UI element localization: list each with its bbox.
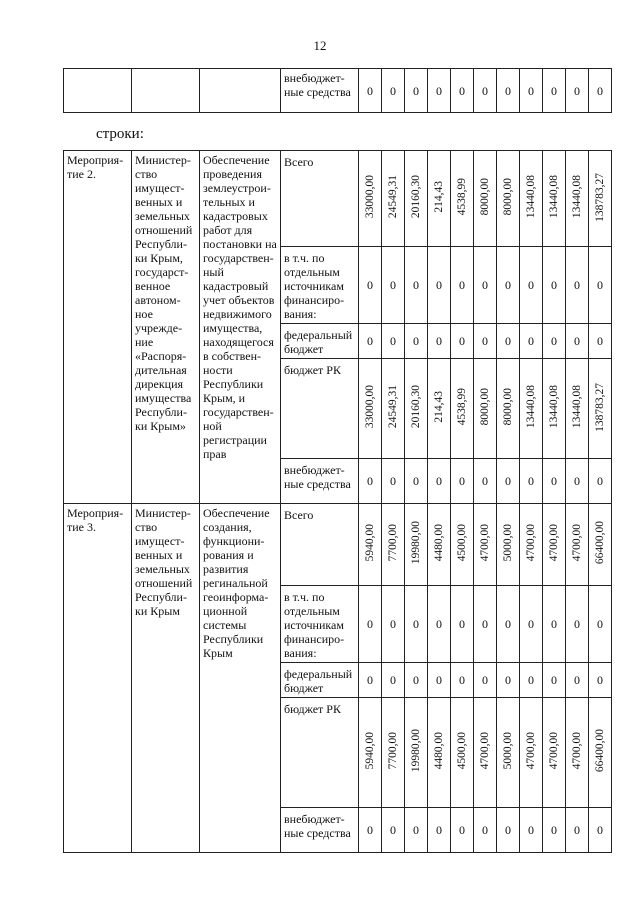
value-cell [543, 359, 566, 459]
value-text: 7700,00 [387, 524, 399, 562]
value-cell [405, 504, 428, 586]
value-cell [359, 151, 382, 247]
value-text: 0 [413, 673, 419, 687]
funding-source: бюджет РК [281, 359, 359, 459]
value-cell [497, 698, 520, 808]
value-text: 4700,00 [525, 732, 537, 770]
value-text: 20160,30 [410, 385, 422, 429]
value-text: 0 [551, 474, 557, 488]
value-cell [520, 459, 543, 504]
value-text: 0 [551, 617, 557, 631]
value-cell [405, 324, 428, 359]
funding-source: Всего [281, 151, 359, 247]
value-text: 0 [482, 334, 488, 348]
value-text: 0 [459, 334, 465, 348]
value-text: 0 [367, 823, 373, 837]
value-text: 0 [505, 334, 511, 348]
value-text: 0 [505, 673, 511, 687]
value-cell [543, 663, 566, 698]
value-text: 0 [367, 617, 373, 631]
value-text: 0 [436, 823, 442, 837]
value-cell [497, 663, 520, 698]
value-cell: 0 [543, 69, 566, 113]
value-text: 13440,08 [548, 175, 560, 219]
value-text: 0 [482, 823, 488, 837]
value-text: 0 [390, 617, 396, 631]
value-text: 24549,31 [387, 175, 399, 219]
value-text: 13440,08 [571, 385, 583, 429]
value-text: 4480,00 [433, 524, 445, 562]
value-cell [428, 698, 451, 808]
value-cell [520, 808, 543, 853]
value-cell [589, 247, 612, 324]
value-cell [520, 324, 543, 359]
value-cell [405, 586, 428, 663]
value-cell [382, 663, 405, 698]
value-cell [382, 151, 405, 247]
value-text: 0 [390, 278, 396, 292]
value-cell [359, 663, 382, 698]
value-text: 19980,00 [410, 729, 422, 773]
value-text: 0 [551, 673, 557, 687]
event-executor: Министер-ство имущест-венных и земельных отношений Республи-ки Крым, государст-венное автоном-ное учрежде-ние «Распоря-дительная дирекция имущества Республи-ки Крым» [132, 151, 200, 504]
value-text: 0 [367, 474, 373, 488]
value-text: 0 [390, 474, 396, 488]
value-text: 33000,00 [364, 175, 376, 219]
value-cell [359, 504, 382, 586]
value-text: 0 [436, 673, 442, 687]
value-cell: 0 [359, 69, 382, 113]
value-text: 0 [413, 278, 419, 292]
value-cell [497, 324, 520, 359]
funding-source: федеральный бюджет [281, 324, 359, 359]
event-label: Мероприя-тие 3. [64, 504, 132, 853]
value-text: 13440,08 [525, 175, 537, 219]
value-cell [589, 151, 612, 247]
value-text: 24549,31 [387, 385, 399, 429]
value-cell [405, 698, 428, 808]
value-text: 13440,08 [548, 385, 560, 429]
empty-cell [200, 69, 281, 113]
value-text: 0 [436, 278, 442, 292]
value-cell [497, 504, 520, 586]
value-cell [520, 151, 543, 247]
value-text: 0 [413, 334, 419, 348]
value-cell [405, 359, 428, 459]
value-cell [428, 504, 451, 586]
value-text: 5940,00 [364, 524, 376, 562]
value-cell [566, 359, 589, 459]
value-text: 33000,00 [364, 385, 376, 429]
value-cell [451, 359, 474, 459]
value-text: 0 [528, 278, 534, 292]
value-cell [382, 459, 405, 504]
value-text: 0 [574, 278, 580, 292]
value-text: 5000,00 [502, 732, 514, 770]
value-text: 5000,00 [502, 524, 514, 562]
value-cell [359, 586, 382, 663]
value-text: 0 [528, 474, 534, 488]
value-text: 0 [459, 823, 465, 837]
value-cell [474, 586, 497, 663]
value-cell [589, 324, 612, 359]
value-cell [543, 151, 566, 247]
value-cell [474, 324, 497, 359]
value-cell [382, 808, 405, 853]
value-cell: 0 [405, 69, 428, 113]
value-text: 0 [459, 617, 465, 631]
value-text: 0 [528, 334, 534, 348]
value-cell [589, 663, 612, 698]
value-cell [474, 808, 497, 853]
funding-source: в т.ч. по отдельным источникам финансиро-вания: [281, 586, 359, 663]
empty-cell [132, 69, 200, 113]
value-text: 0 [597, 474, 603, 488]
value-cell: 0 [520, 69, 543, 113]
value-cell [405, 459, 428, 504]
value-cell [566, 324, 589, 359]
value-cell [474, 698, 497, 808]
event-description: Обеспечение создания, функциони-рования и развития регинальной геоинформа-ционной системы Республики Крым [200, 504, 281, 853]
value-text: 0 [482, 474, 488, 488]
funding-source: внебюджет-ные средства [281, 808, 359, 853]
value-cell [566, 663, 589, 698]
value-cell [405, 151, 428, 247]
funding-source: бюджет РК [281, 698, 359, 808]
funding-source: в т.ч. по отдельным источникам финансиро-вания: [281, 247, 359, 324]
value-text: 0 [436, 474, 442, 488]
value-cell [566, 504, 589, 586]
value-cell [451, 808, 474, 853]
page-number: 12 [313, 38, 327, 53]
empty-cell [64, 69, 132, 113]
value-cell [359, 808, 382, 853]
value-text: 0 [574, 334, 580, 348]
value-text: 4700,00 [479, 732, 491, 770]
value-cell [566, 586, 589, 663]
value-text: 0 [367, 278, 373, 292]
value-cell [451, 586, 474, 663]
value-cell [543, 324, 566, 359]
value-cell [474, 247, 497, 324]
value-cell [520, 504, 543, 586]
previous-table-fragment [63, 68, 612, 113]
funding-table [63, 150, 612, 853]
value-text: 138783,27 [594, 172, 606, 222]
value-cell [451, 504, 474, 586]
value-text: 0 [482, 673, 488, 687]
value-cell [543, 504, 566, 586]
value-text: 0 [551, 823, 557, 837]
value-cell [520, 359, 543, 459]
value-cell [566, 151, 589, 247]
value-text: 0 [597, 673, 603, 687]
value-text: 0 [597, 334, 603, 348]
value-cell [497, 808, 520, 853]
value-text: 0 [505, 617, 511, 631]
funding-source: внебюджет-ные средства [281, 459, 359, 504]
value-text: 0 [367, 334, 373, 348]
value-text: 0 [505, 278, 511, 292]
value-text: 0 [413, 474, 419, 488]
value-text: 0 [413, 617, 419, 631]
value-text: 5940,00 [364, 732, 376, 770]
value-cell [497, 359, 520, 459]
value-text: 0 [574, 474, 580, 488]
value-cell [451, 663, 474, 698]
value-text: 8000,00 [502, 178, 514, 216]
value-cell: 0 [497, 69, 520, 113]
value-cell [405, 663, 428, 698]
value-cell [428, 808, 451, 853]
value-cell [497, 586, 520, 663]
value-text: 0 [597, 278, 603, 292]
value-text: 0 [528, 617, 534, 631]
value-cell [382, 586, 405, 663]
value-text: 4700,00 [571, 524, 583, 562]
value-cell [589, 808, 612, 853]
value-text: 0 [597, 823, 603, 837]
value-text: 214,43 [433, 181, 445, 213]
value-cell [451, 324, 474, 359]
value-text: 7700,00 [387, 732, 399, 770]
value-cell [428, 151, 451, 247]
value-text: 0 [390, 823, 396, 837]
section-heading: строки: [96, 126, 144, 142]
value-cell [382, 359, 405, 459]
value-cell [520, 586, 543, 663]
value-cell [497, 151, 520, 247]
value-cell [451, 247, 474, 324]
value-text: 138783,27 [594, 382, 606, 432]
value-cell [405, 808, 428, 853]
value-cell [566, 459, 589, 504]
value-text: 0 [574, 617, 580, 631]
value-text: 0 [459, 278, 465, 292]
value-cell [428, 459, 451, 504]
value-text: 19980,00 [410, 521, 422, 565]
value-cell [428, 663, 451, 698]
value-cell [566, 808, 589, 853]
value-text: 4538,99 [456, 178, 468, 216]
value-text: 4500,00 [456, 524, 468, 562]
value-cell [474, 504, 497, 586]
value-cell [428, 247, 451, 324]
value-text: 8000,00 [479, 388, 491, 426]
value-cell [589, 504, 612, 586]
value-cell [405, 247, 428, 324]
value-cell [543, 808, 566, 853]
value-text: 0 [551, 334, 557, 348]
value-cell [428, 359, 451, 459]
value-text: 4700,00 [548, 732, 560, 770]
value-cell [589, 698, 612, 808]
value-text: 0 [482, 617, 488, 631]
value-text: 0 [574, 823, 580, 837]
value-cell: 0 [589, 69, 612, 113]
event-label: Мероприя-тие 2. [64, 151, 132, 504]
value-cell [359, 324, 382, 359]
table-row [64, 151, 612, 247]
value-cell [566, 698, 589, 808]
value-cell [566, 247, 589, 324]
value-cell [543, 586, 566, 663]
value-cell [428, 586, 451, 663]
value-cell [359, 459, 382, 504]
value-cell [428, 324, 451, 359]
value-text: 4700,00 [525, 524, 537, 562]
value-cell [359, 359, 382, 459]
value-cell [382, 504, 405, 586]
value-text: 8000,00 [502, 388, 514, 426]
value-cell [451, 459, 474, 504]
value-cell [474, 663, 497, 698]
value-text: 0 [597, 617, 603, 631]
value-cell: 0 [428, 69, 451, 113]
value-text: 0 [505, 823, 511, 837]
value-text: 4700,00 [571, 732, 583, 770]
value-cell [543, 459, 566, 504]
value-text: 8000,00 [479, 178, 491, 216]
value-text: 0 [436, 334, 442, 348]
table-row [64, 504, 612, 586]
value-text: 0 [505, 474, 511, 488]
value-text: 4700,00 [548, 524, 560, 562]
value-text: 0 [459, 474, 465, 488]
value-cell [382, 247, 405, 324]
value-text: 20160,30 [410, 175, 422, 219]
value-text: 4480,00 [433, 732, 445, 770]
value-cell [474, 459, 497, 504]
value-cell [359, 247, 382, 324]
value-cell [543, 698, 566, 808]
value-text: 13440,08 [571, 175, 583, 219]
value-text: 66400,00 [594, 729, 606, 773]
value-cell [543, 247, 566, 324]
value-text: 0 [390, 334, 396, 348]
value-text: 0 [390, 673, 396, 687]
value-text: 4538,99 [456, 388, 468, 426]
value-text: 4500,00 [456, 732, 468, 770]
value-cell: 0 [474, 69, 497, 113]
value-text: 0 [482, 278, 488, 292]
value-text: 0 [367, 673, 373, 687]
value-cell [589, 359, 612, 459]
value-cell [359, 698, 382, 808]
value-text: 0 [436, 617, 442, 631]
value-cell: 0 [451, 69, 474, 113]
value-cell: 0 [566, 69, 589, 113]
value-cell [474, 151, 497, 247]
value-text: 214,43 [433, 391, 445, 423]
value-cell [474, 359, 497, 459]
value-text: 0 [459, 673, 465, 687]
value-text: 0 [413, 823, 419, 837]
event-executor: Министер-ство имущест-венных и земельных отношений Республи-ки Крым [132, 504, 200, 853]
value-text: 4700,00 [479, 524, 491, 562]
funding-source: внебюджет-ные средства [281, 69, 359, 113]
value-cell [451, 151, 474, 247]
value-cell [451, 698, 474, 808]
value-cell [589, 459, 612, 504]
funding-source: федеральный бюджет [281, 663, 359, 698]
funding-source: Всего [281, 504, 359, 586]
value-cell [497, 247, 520, 324]
value-cell [520, 247, 543, 324]
value-text: 66400,00 [594, 521, 606, 565]
event-description: Обеспечение проведения землеустрои-тельных и кадастровых работ для постановки на государствен-ный кадастровый учет объектов недвижимого имущества, находящегося в собствен-ности Республики Крым, и государствен-ной регистрации прав [200, 151, 281, 504]
value-text: 13440,08 [525, 385, 537, 429]
value-cell [497, 459, 520, 504]
value-cell [520, 663, 543, 698]
value-cell [382, 698, 405, 808]
value-text: 0 [528, 673, 534, 687]
value-cell [520, 698, 543, 808]
value-text: 0 [574, 673, 580, 687]
value-cell [589, 586, 612, 663]
value-text: 0 [528, 823, 534, 837]
value-cell [382, 324, 405, 359]
value-text: 0 [551, 278, 557, 292]
value-cell: 0 [382, 69, 405, 113]
